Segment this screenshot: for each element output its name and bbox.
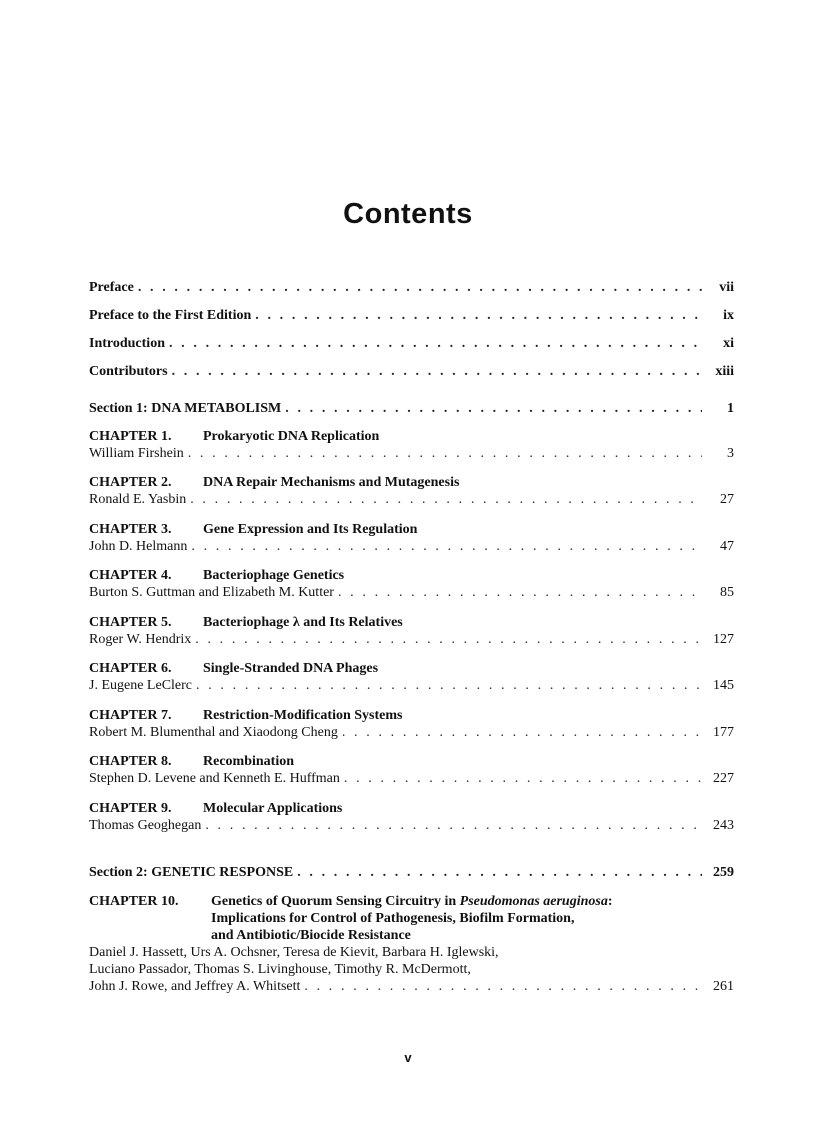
chapter-title: Single-Stranded DNA Phages [203,661,379,676]
toc-chapter-8[interactable] [89,753,734,787]
toc-page-number: 177 [713,725,734,740]
toc-chapter-1[interactable] [89,428,734,462]
chapter-title-part: Genetics of Quorum Sensing Circuitry in [211,894,460,909]
leader-dots [191,538,702,555]
leader-dots [304,978,702,995]
chapter-authors-line: Daniel J. Hassett, Urs A. Ochsner, Teresa de Kievit, Barbara H. Iglewski, [89,945,499,960]
toc-chapter-4[interactable] [89,567,734,601]
toc-page-number: 261 [713,979,734,994]
leader-dots [190,491,702,508]
chapter-number: CHAPTER 2. [89,475,172,490]
chapter-authors: J. Eugene LeClerc [89,678,193,693]
toc-page-number: 3 [727,446,734,461]
toc-chapter-5[interactable] [89,614,734,648]
toc-entry-label: Preface to the First Edition [89,308,252,323]
page-number-footer: v [404,1050,412,1065]
toc-section-1[interactable] [89,400,734,417]
toc-page-number: xi [723,336,734,351]
chapter-number: CHAPTER 4. [89,568,172,583]
chapter-authors: Thomas Geoghegan [89,818,202,833]
chapter-number: CHAPTER 5. [89,615,172,630]
toc-page-number: 227 [713,771,734,786]
toc-page-number: 85 [720,585,734,600]
toc-chapter-9[interactable] [89,800,734,834]
leader-dots [205,817,702,834]
chapter-title: Bacteriophage Genetics [203,568,345,583]
chapter-number: CHAPTER 6. [89,661,172,676]
chapter-number: CHAPTER 9. [89,801,172,816]
chapter-authors: Roger W. Hendrix [89,632,192,647]
toc-entry-contributors[interactable] [89,363,734,380]
chapter-authors: Robert M. Blumenthal and Xiaodong Cheng [89,725,338,740]
toc-page-number: 259 [713,865,734,880]
section-label: Section 1: DNA METABOLISM [89,401,282,416]
toc-page-number: 145 [713,678,734,693]
chapter-title: DNA Repair Mechanisms and Mutagenesis [203,475,460,490]
leader-dots [138,279,702,296]
toc-chapter-3[interactable] [89,521,734,555]
leader-dots [297,864,702,881]
chapter-authors-line: John J. Rowe, and Jeffrey A. Whitsett [89,979,301,994]
chapter-number: CHAPTER 10. [89,894,179,909]
chapter-title: Bacteriophage λ and Its Relatives [203,615,403,630]
chapter-title: Gene Expression and Its Regulation [203,522,418,537]
toc-page-number: 1 [727,401,734,416]
leader-dots [285,400,702,417]
toc-page-number: vii [719,280,734,295]
toc-page-number: xiii [715,364,734,379]
chapter-number: CHAPTER 8. [89,754,172,769]
chapter-authors: William Firshein [89,446,184,461]
toc-page-number: ix [723,308,734,323]
toc-entry-label: Contributors [89,364,168,379]
chapter-authors: Stephen D. Levene and Kenneth E. Huffman [89,771,340,786]
chapter-title-line: and Antibiotic/Biocide Resistance [211,928,411,943]
leader-dots [338,584,702,601]
leader-dots [342,724,702,741]
toc-entry-preface-first-edition[interactable] [89,307,734,324]
toc-page-number: 27 [720,492,734,507]
toc-chapter-2[interactable] [89,474,734,508]
chapter-title: Restriction-Modification Systems [203,708,403,723]
chapter-title: Prokaryotic DNA Replication [203,429,380,444]
toc-entry-preface[interactable] [89,279,734,296]
chapter-number: CHAPTER 3. [89,522,172,537]
chapter-title [211,893,734,944]
chapter-number: CHAPTER 1. [89,429,172,444]
section-label: Section 2: GENETIC RESPONSE [89,865,294,880]
leader-dots [196,677,702,694]
chapter-authors: John D. Helmann [89,539,188,554]
chapter-title: Molecular Applications [203,801,343,816]
leader-dots [344,770,702,787]
chapter-title-organism: Pseudomonas aeruginosa [459,894,608,909]
leader-dots [169,335,702,352]
chapter-title-line: Implications for Control of Pathogenesis, Biofilm Formation, [211,911,575,926]
chapter-title: Recombination [203,754,294,769]
leader-dots [172,363,702,380]
leader-dots [188,445,702,462]
page-title: Contents [343,198,473,230]
toc-page-number: 127 [713,632,734,647]
toc-chapter-10[interactable] [89,893,734,995]
toc-entry-label: Introduction [89,336,165,351]
chapter-authors: Burton S. Guttman and Elizabeth M. Kutter [89,585,334,600]
toc-entry-label: Preface [89,280,134,295]
toc-section-2[interactable] [89,864,734,881]
toc-entry-introduction[interactable] [89,335,734,352]
chapter-number: CHAPTER 7. [89,708,172,723]
leader-dots [255,307,702,324]
toc-chapter-7[interactable] [89,707,734,741]
chapter-title-colon: : [607,894,613,909]
toc-chapter-6[interactable] [89,660,734,694]
leader-dots [195,631,702,648]
chapter-authors: Ronald E. Yasbin [89,492,187,507]
toc-page-number: 47 [720,539,734,554]
toc-page-number: 243 [713,818,734,833]
chapter-authors-line: Luciano Passador, Thomas S. Livinghouse, Timothy R. McDermott, [89,962,471,977]
